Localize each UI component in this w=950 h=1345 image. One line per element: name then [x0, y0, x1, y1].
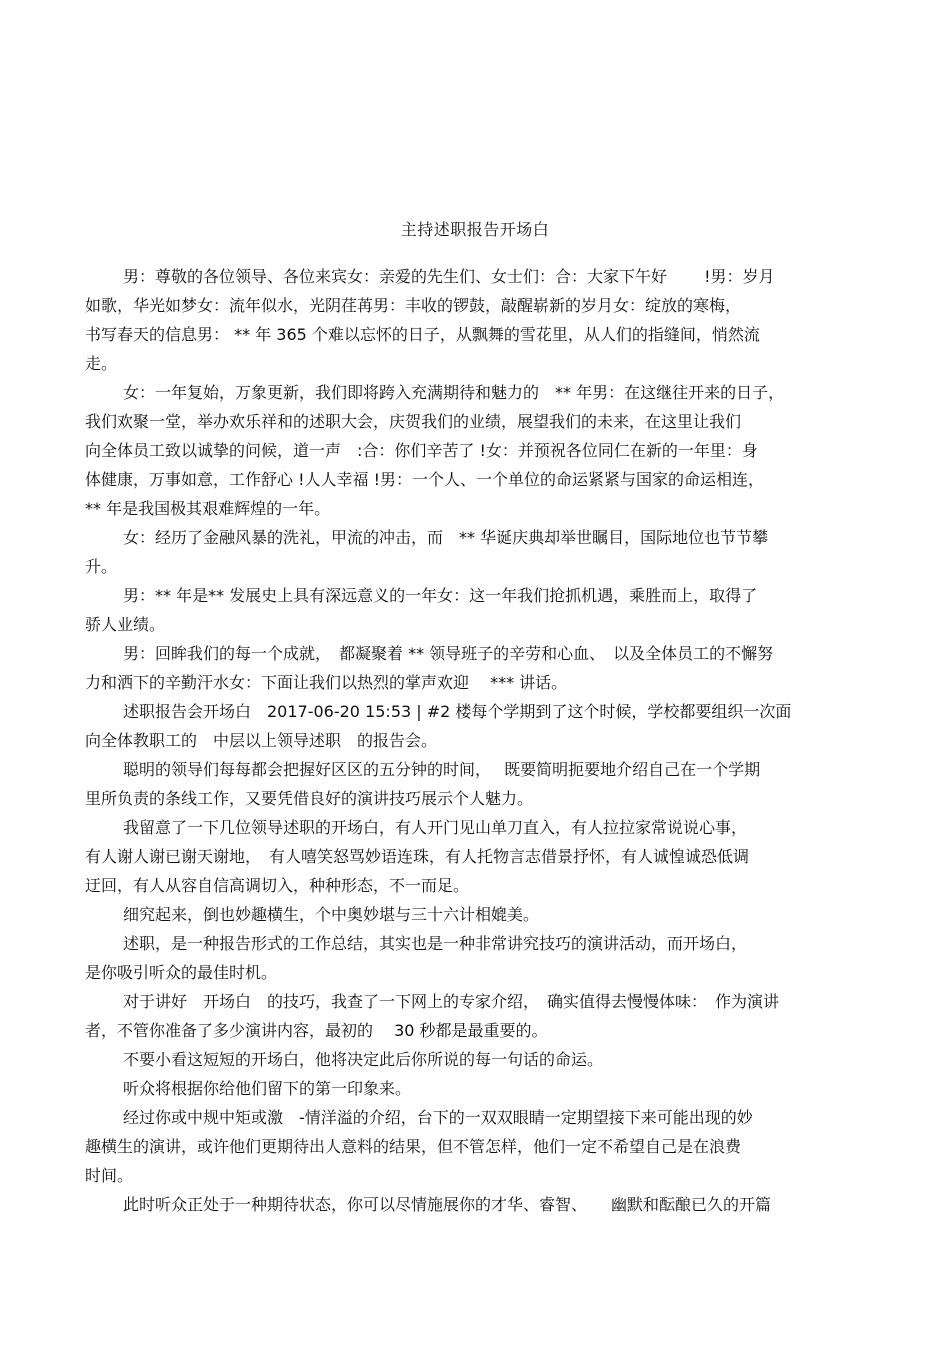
- text-line: 细究起来，倒也妙趣横生，个中奥妙堪与三十六计相媲美。: [123, 905, 540, 924]
- text-line: 书写春天的信息男： ** 年 365 个难以忘怀的日子，从飘舞的雪花里，从人们的指缝间，悄然流: [85, 325, 760, 344]
- text-line: 经过你或中规中矩或激 -情洋溢的介绍，台下的一双双眼睛一定期望接下来可能出现的妙: [123, 1108, 753, 1127]
- text-line: 我们欢聚一堂，举办欢乐祥和的述职大会，庆贺我们的业绩，展望我们的未来，在这里让我们: [85, 412, 742, 431]
- text-line: 如歌，华光如梦女：流年似水，光阴荏苒男：丰收的锣鼓，敲醒崭新的岁月女：绽放的寒梅，: [85, 296, 742, 315]
- text-line: 走。: [85, 354, 118, 373]
- text-line: 向全体教职工的 中层以上领导述职 的报告会。: [85, 731, 438, 750]
- text-line: 述职报告会开场白 2017-06-20 15:53 | #2 楼每个学期到了这个时候，学校都要组织一次面: [123, 702, 792, 721]
- text-line: 有人谢人谢已谢天谢地， 有人嘻笑怒骂妙语连珠，有人托物言志借景抒怀，有人诚惶诚恐低调: [85, 847, 750, 866]
- paragraph: [85, 929, 860, 987]
- text-line: 女：经历了金融风暴的洗礼，甲流的冲击，而 ** 华诞庆典却举世瞩目，国际地位也节节攀: [123, 528, 769, 547]
- paragraph: [85, 900, 860, 929]
- text-line: 时间。: [85, 1166, 134, 1185]
- paragraph: [85, 755, 860, 813]
- text-line: ** 年是我国极其艰难辉煌的一年。: [85, 499, 331, 518]
- text-line: 升。: [85, 557, 118, 576]
- text-line: 力和洒下的辛勤汗水女：下面让我们以热烈的掌声欢迎 *** 讲话。: [85, 673, 568, 692]
- text-line: 对于讲好 开场白 的技巧，我查了一下网上的专家介绍， 确实值得去慢慢体味： 作为演讲: [123, 992, 780, 1011]
- text-line: 聪明的领导们每每都会把握好区区的五分钟的时间， 既要简明扼要地介绍自己在一个学期: [123, 760, 761, 779]
- text-line: 听众将根据你给他们留下的第一印象来。: [123, 1079, 412, 1098]
- text-line: 趣横生的演讲，或许他们更期待出人意料的结果，但不管怎样，他们一定不希望自己是在浪费: [85, 1137, 742, 1156]
- document-body: [85, 262, 860, 1219]
- text-line: 里所负责的条线工作，又要凭借良好的演讲技巧展示个人魅力。: [85, 789, 534, 808]
- document-title: 主持述职报告开场白: [400, 220, 550, 239]
- paragraph: [85, 639, 860, 697]
- text-line: 此时听众正处于一种期待状态，你可以尽情施展你的才华、睿智、 幽默和酝酿已久的开篇: [123, 1195, 772, 1214]
- paragraph: [85, 262, 860, 378]
- paragraph: [85, 1190, 860, 1219]
- text-line: 是你吸引听众的最佳时机。: [85, 963, 278, 982]
- text-line: 向全体员工致以诚挚的问候，道一声 :合：你们辛苦了 !女：并预祝各位同仁在新的一年里：身: [85, 441, 758, 460]
- paragraph: [85, 581, 860, 639]
- text-line: 男：** 年是** 发展史上具有深远意义的一年女：这一年我们抢抓机遇，乘胜而上，取得了: [123, 586, 758, 605]
- paragraph: [85, 987, 860, 1045]
- text-line: 迂回，有人从容自信高调切入，种种形态，不一而足。: [85, 876, 470, 895]
- paragraph: [85, 378, 860, 523]
- text-line: 我留意了一下几位领导述职的开场白，有人开门见山单刀直入，有人拉拉家常说说心事，: [123, 818, 748, 837]
- text-line: 体健康，万事如意，工作舒心 !人人幸福 !男：一个人、一个单位的命运紧紧与国家的命运相连，: [85, 470, 765, 489]
- paragraph: [85, 813, 860, 900]
- text-line: 女：一年复始，万象更新，我们即将跨入充满期待和魅力的 ** 年男：在这继往开来的日子，: [123, 383, 785, 402]
- text-line: 不要小看这短短的开场白，他将决定此后你所说的每一句话的命运。: [123, 1050, 604, 1069]
- paragraph: [85, 697, 860, 755]
- text-line: 述职，是一种报告形式的工作总结，其实也是一种非常讲究技巧的演讲活动，而开场白，: [123, 934, 748, 953]
- text-line: 者，不管你准备了多少演讲内容，最初的 30 秒都是最重要的。: [85, 1021, 548, 1040]
- text-line: 男：尊敬的各位领导、各位来宾女：亲爱的先生们、女士们：合：大家下午好 !男：岁月: [123, 267, 775, 286]
- paragraph: [85, 1074, 860, 1103]
- paragraph: [85, 523, 860, 581]
- text-line: 骄人业绩。: [85, 615, 166, 634]
- text-line: 男：回眸我们的每一个成就， 都凝聚着 ** 领导班子的辛劳和心血、 以及全体员工的不懈努: [123, 644, 774, 663]
- paragraph: [85, 1045, 860, 1074]
- paragraph: [85, 1103, 860, 1190]
